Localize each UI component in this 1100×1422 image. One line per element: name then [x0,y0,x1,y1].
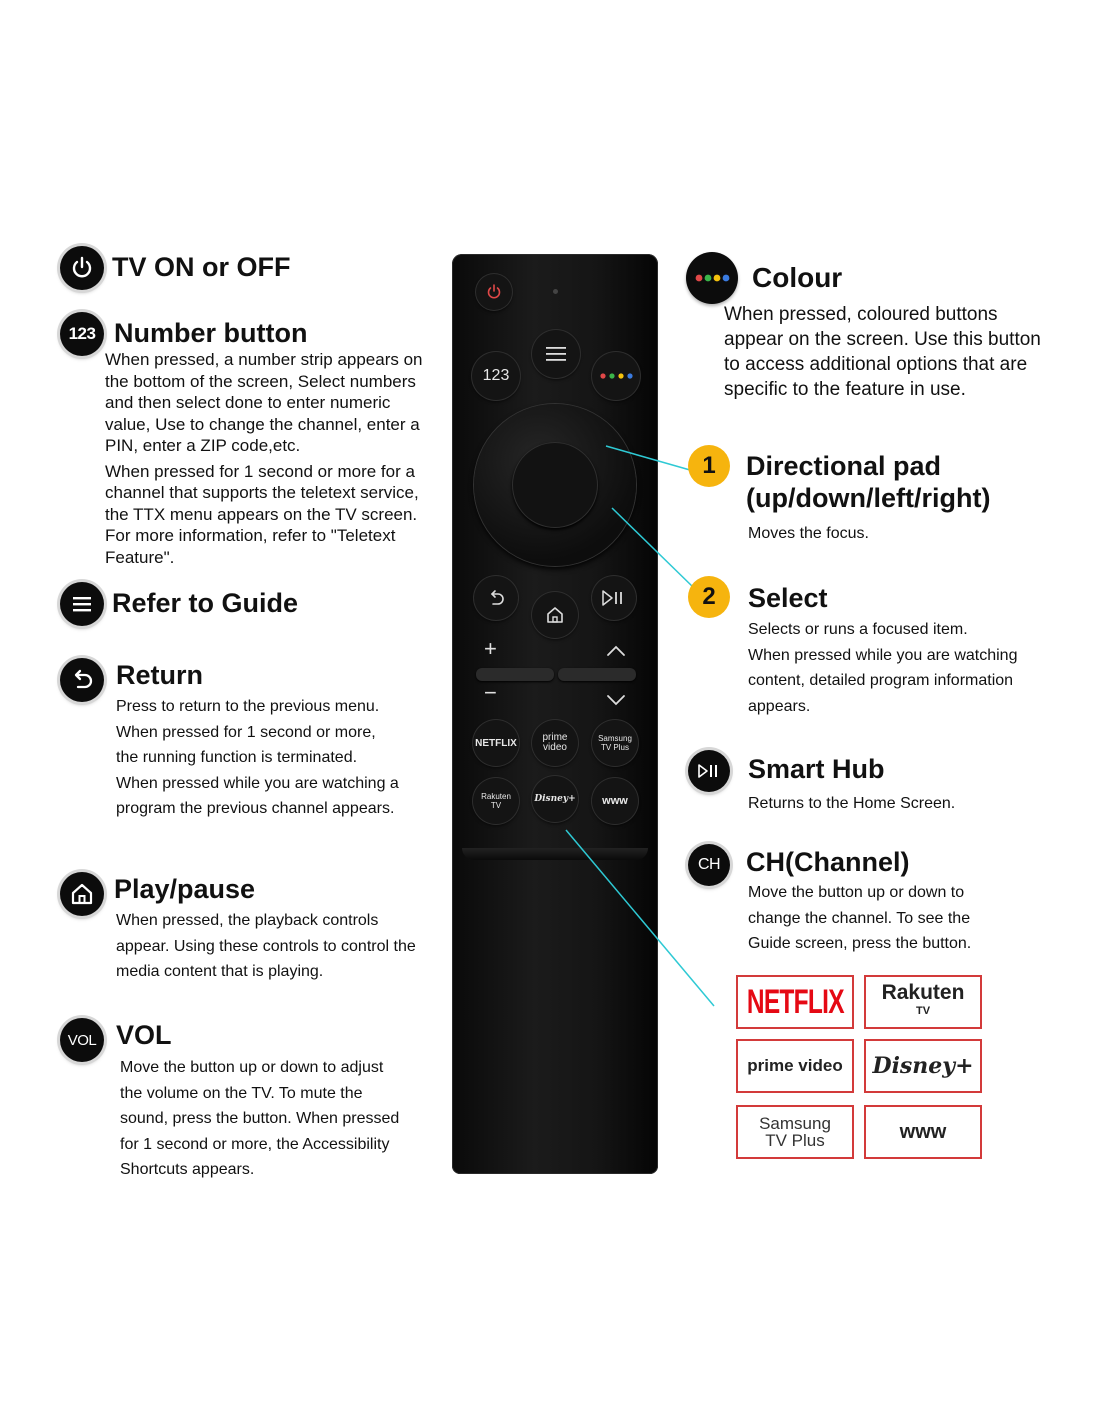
rakuten-logo-tile [864,975,982,1029]
remote-prime-video-button[interactable]: prime video [532,720,578,766]
vol-description: Move the button up or down to adjust the volume on the TV. To mute the sound, press the button. When pressed for 1 second or more, the Accessibility Shortcuts appears. [120,1059,400,1178]
play-pause-icon [688,750,730,792]
smart-hub-description: Returns to the Home Screen. [748,795,956,812]
remote-disney-button[interactable]: Disney+ [532,776,578,822]
number-desc-p1: When pressed, a number strip appears on the bottom of the screen, Select numbers and then select done to enter numeric value, Use to change the channel, enter a PIN, enter a ZIP code,etc. [105,350,423,455]
badge-2: 2 [688,576,730,618]
channel-title: CH(Channel) [746,847,910,877]
rakuten-logo: Rakuten [881,981,965,1004]
www-logo-tile [864,1105,982,1159]
number-button-title: Number button [114,318,308,348]
vol-title: VOL [116,1020,172,1050]
prime-video-logo-tile [736,1039,854,1093]
prime-video-logo: prime video [747,1056,843,1075]
badge-1: 1 [688,445,730,487]
directional-pad-description: Moves the focus. [748,525,869,542]
remote-number-button[interactable]: 123 [472,352,520,400]
remote-vol-minus: − [484,680,497,705]
colour-dots-icon [686,252,738,304]
disney-logo: Disney+ [872,1053,974,1079]
www-logo: www [899,1120,947,1143]
tv-on-off-title: TV ON or OFF [112,252,291,282]
return-description: Press to return to the previous menu. When pressed for 1 second or more, the running function is terminated. When pressed while you are watching a program the previous channel appears. [116,698,399,817]
select-description [748,617,1023,719]
smart-hub-title: Smart Hub [748,754,885,784]
colour-title: Colour [752,262,843,293]
netflix-logo-tile [736,975,854,1029]
select-desc-line1: Selects or runs a focused item. [748,621,968,638]
callout-line-select [612,508,694,588]
channel-description: Move the button up or down to change the channel. To see the Guide screen, press the button. [748,884,972,952]
remote-www-button[interactable]: www [592,778,638,824]
number-desc-p2: When pressed for 1 second or more for a channel that supports the teletext service, the TTX menu appears on the TV screen. For more information, refer to "Teletext Feature". [105,461,419,567]
samsung-logo-line2: TV Plus [765,1131,825,1150]
remote-netflix-button[interactable]: NETFLIX [473,720,519,766]
refer-guide-title: Refer to Guide [112,588,299,618]
rakuten-tv-label: TV [915,1005,931,1017]
colour-description: When pressed, coloured buttons appear on the screen. Use this button to access additional options that are specific to the feature in use. [724,304,1041,400]
number-icon: 123 [60,312,104,356]
vol-icon: VOL [60,1018,104,1062]
remote-samsung-tv-plus-button[interactable]: Samsung TV Plus [592,720,638,766]
channel-icon: CH [688,844,730,886]
disney-logo-tile [864,1039,982,1093]
directional-pad-title: Directional pad (up/down/left/right) [746,451,991,513]
samsung-tv-plus-logo-tile [736,1105,854,1159]
remote-vol-plus: + [484,636,497,661]
select-title: Select [748,583,828,613]
play-pause-title: Play/pause [114,874,256,904]
select-desc-line2: When pressed while you are watching content, detailed program information appears. [748,646,1018,715]
play-pause-description: When pressed, the playback controls appear. Using these controls to control the media content that is playing. [116,912,416,980]
return-title: Return [116,660,203,690]
netflix-logo: NETFLIX [746,982,844,1021]
samsung-logo-line1: Samsung [759,1114,831,1133]
remote-rakuten-button[interactable]: Rakuten TV [473,778,519,824]
callout-line-dpad [606,446,690,470]
